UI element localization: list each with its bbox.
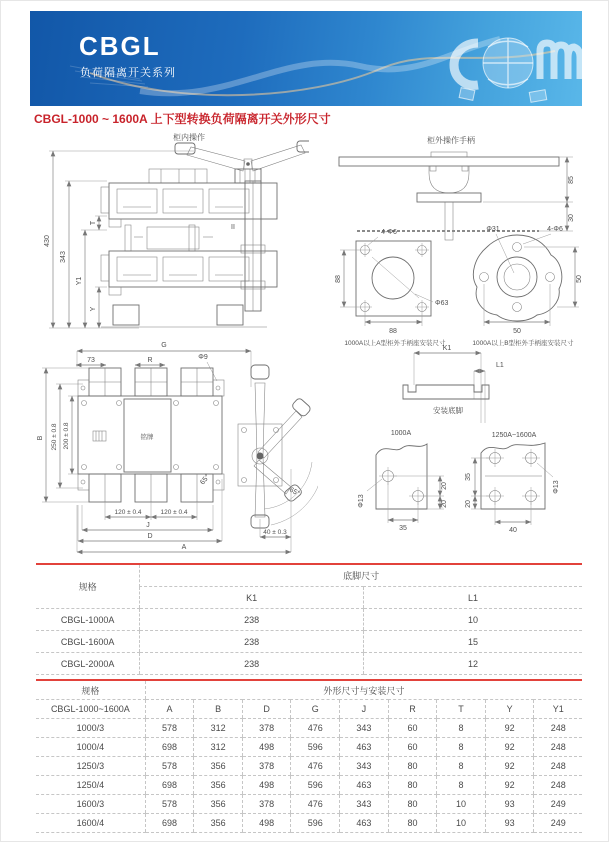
- t1-cell: 238: [140, 653, 364, 675]
- t1-group-header: 底脚尺寸: [140, 564, 582, 587]
- t1-cell: 12: [364, 653, 582, 675]
- t2-cell: 356: [194, 814, 243, 833]
- dotcom-graphic: [454, 38, 580, 102]
- plate-b-dim-w: 50: [513, 328, 521, 335]
- t2-cell: 248: [534, 738, 582, 757]
- foot-caption: 安装底脚: [433, 406, 463, 415]
- t2-cell: 249: [534, 795, 582, 814]
- dim-35-left: 35: [465, 473, 472, 481]
- dim-343: 343: [60, 251, 67, 263]
- t2-cell: 92: [485, 776, 534, 795]
- t1-cell: 15: [364, 631, 582, 653]
- t2-cell: 378: [242, 795, 291, 814]
- t2-cell: 463: [340, 814, 389, 833]
- dim-b: B: [37, 435, 44, 441]
- t2-cell: 356: [194, 795, 243, 814]
- dim-r: R: [147, 357, 153, 364]
- t2-cell: 1250/4: [36, 776, 145, 795]
- handle-side-view: [339, 152, 575, 240]
- t2-col: B: [194, 700, 243, 719]
- foot-plate-1000: [358, 430, 448, 532]
- dim-t: T: [90, 220, 97, 226]
- dim-y: Y: [90, 306, 97, 312]
- t2-cell: 498: [242, 776, 291, 795]
- t1-cell: CBGL-2000A: [36, 653, 140, 675]
- t2-cell: 476: [291, 757, 340, 776]
- t2-cell: 596: [291, 776, 340, 795]
- mount-plate-a: [335, 229, 448, 335]
- dim-30: 30: [568, 214, 575, 222]
- brand-title: CBGL: [79, 31, 161, 61]
- t2-cell: 343: [340, 719, 389, 738]
- side-view-body: [101, 169, 277, 327]
- dim-d: D: [147, 533, 153, 540]
- foot-dimension-table-wrap: [36, 563, 582, 675]
- t2-cell: 476: [291, 719, 340, 738]
- dim-85: 85: [568, 176, 575, 184]
- t2-cell: 248: [534, 757, 582, 776]
- series-subtitle: 负荷隔离开关系列: [80, 67, 176, 79]
- t2-cell: 8: [437, 776, 486, 795]
- dim-73: 73: [87, 357, 95, 364]
- t2-cell: 60: [388, 738, 437, 757]
- t2-cell: 578: [145, 757, 194, 776]
- t1-col-l1: L1: [364, 587, 582, 609]
- t2-cell: 596: [291, 814, 340, 833]
- t2-cell: 1000/3: [36, 719, 145, 738]
- dim-phi13-right: Φ13: [553, 480, 560, 494]
- dim-430: 430: [44, 235, 51, 247]
- foot-bracket: [403, 345, 504, 423]
- dim-40: 40 ± 0.3: [263, 529, 287, 536]
- t2-spec-header: 规格: [36, 680, 145, 700]
- plate-a-holes: 4-Φ6: [381, 229, 397, 236]
- table-row: [36, 609, 582, 631]
- t2-spec-sub: CBGL-1000~1600A: [36, 700, 145, 719]
- plate-a-dim-h: 88: [335, 275, 342, 283]
- t2-cell: 248: [534, 776, 582, 795]
- t2-cell: 1600/3: [36, 795, 145, 814]
- t2-cell: 698: [145, 776, 194, 795]
- table-row: [36, 814, 582, 833]
- plate-a-caption: 1000A以上A型柜外手柄座安装尺寸: [344, 340, 446, 347]
- t1-col-k1: K1: [140, 587, 364, 609]
- t2-cell: 248: [534, 719, 582, 738]
- t2-cell: 80: [388, 814, 437, 833]
- t2-col: T: [437, 700, 486, 719]
- table-row: [36, 795, 582, 814]
- t1-cell: CBGL-1600A: [36, 631, 140, 653]
- section-title: CBGL-1000 ~ 1600A 上下型转换负荷隔离开关外形尺寸: [34, 112, 331, 126]
- foot-plate-1250: [465, 432, 560, 534]
- t2-cell: 93: [485, 795, 534, 814]
- table-row: [36, 776, 582, 795]
- t2-cell: 60: [388, 719, 437, 738]
- plate-a-dim-w: 88: [389, 328, 397, 335]
- label-1250a: 1250A~1600A: [491, 432, 537, 439]
- t1-spec-header: 规格: [36, 564, 140, 609]
- t1-cell: CBGL-1000A: [36, 609, 140, 631]
- t2-cell: 356: [194, 776, 243, 795]
- angle-65-a: 65°: [199, 473, 212, 487]
- t1-cell: 10: [364, 609, 582, 631]
- table-row: [36, 631, 582, 653]
- table-row: [36, 653, 582, 675]
- side-view-caption: 柜内操作: [173, 133, 205, 142]
- outline-dimension-table-wrap: [36, 679, 582, 833]
- t2-cell: 8: [437, 719, 486, 738]
- t2-cell: 698: [145, 814, 194, 833]
- t2-cell: 312: [194, 719, 243, 738]
- dim-20-left: 20: [465, 500, 472, 508]
- dim-g: G: [161, 342, 167, 349]
- t2-cell: 378: [242, 757, 291, 776]
- side-view-dimensions: [44, 151, 194, 328]
- t2-cell: 249: [534, 814, 582, 833]
- dim-j: J: [146, 522, 150, 529]
- dim-120-b: 120 ± 0.4: [160, 509, 188, 516]
- t2-col: Y: [485, 700, 534, 719]
- t2-cell: 93: [485, 814, 534, 833]
- t1-cell: 238: [140, 631, 364, 653]
- t2-cell: 1600/4: [36, 814, 145, 833]
- plate-b-caption: 1000A以上B型柜外手柄座安装尺寸: [472, 340, 574, 347]
- t2-cell: 92: [485, 738, 534, 757]
- t2-cell: 80: [388, 795, 437, 814]
- t1-cell: 238: [140, 609, 364, 631]
- top-view-drawing: [33, 339, 318, 559]
- t2-cell: 10: [437, 814, 486, 833]
- t2-cell: 596: [291, 738, 340, 757]
- dim-phi13-left: Φ13: [358, 494, 365, 508]
- angle-65-b: 65°: [288, 486, 301, 498]
- t2-cell: 463: [340, 776, 389, 795]
- t2-cell: 578: [145, 795, 194, 814]
- t2-cell: 10: [437, 795, 486, 814]
- side-view-drawing: [39, 131, 309, 336]
- t2-cell: 312: [194, 738, 243, 757]
- handle-caption: 柜外操作手柄: [427, 136, 475, 145]
- header-banner: [30, 11, 582, 106]
- t2-cell: 578: [145, 719, 194, 738]
- t2-col: D: [242, 700, 291, 719]
- t2-cell: 378: [242, 719, 291, 738]
- plate-b-dia: Φ31: [486, 226, 500, 233]
- swirl-white: [140, 39, 500, 93]
- t2-col: A: [145, 700, 194, 719]
- t2-cell: 698: [145, 738, 194, 757]
- table-row: [36, 757, 582, 776]
- t2-col: R: [388, 700, 437, 719]
- dim-35-bottom: 35: [399, 525, 407, 532]
- dim-200: 200 ± 0.8: [63, 422, 70, 450]
- dim-a: A: [181, 544, 187, 551]
- dim-phi9: Φ9: [198, 354, 208, 361]
- top-view-dims-bottom: [77, 469, 291, 552]
- dim-k1: K1: [442, 345, 452, 352]
- t2-cell: 8: [437, 757, 486, 776]
- dim-250: 250 ± 0.8: [51, 423, 58, 451]
- dim-20-b: 20: [441, 500, 448, 508]
- t2-cell: 1000/4: [36, 738, 145, 757]
- nameplate-label: 铭牌: [140, 434, 154, 441]
- external-handle-drawing: [331, 133, 591, 348]
- outline-dimension-table: [36, 679, 582, 833]
- t2-col: Y1: [534, 700, 582, 719]
- top-view-dims-top: [76, 342, 251, 387]
- plate-a-dia: Φ63: [435, 300, 449, 307]
- t2-col: J: [340, 700, 389, 719]
- t2-cell: 92: [485, 757, 534, 776]
- table-row: [36, 738, 582, 757]
- t2-group-header: 外形尺寸与安装尺寸: [145, 680, 582, 700]
- mark-ii: II: [231, 224, 235, 231]
- mount-plate-b: [473, 226, 583, 335]
- dim-20-a: 20: [441, 482, 448, 490]
- t2-cell: 498: [242, 814, 291, 833]
- t2-cell: 476: [291, 795, 340, 814]
- plate-b-holes: 4-Φ6: [547, 226, 563, 233]
- t2-cell: 92: [485, 719, 534, 738]
- t2-cell: 1250/3: [36, 757, 145, 776]
- dim-40-bottom: 40: [509, 527, 517, 534]
- dim-l1: L1: [496, 362, 504, 369]
- t2-cell: 80: [388, 776, 437, 795]
- t2-cell: 343: [340, 795, 389, 814]
- t2-col: G: [291, 700, 340, 719]
- t2-cell: 8: [437, 738, 486, 757]
- t2-cell: 498: [242, 738, 291, 757]
- t2-cell: 343: [340, 757, 389, 776]
- table-row: [36, 719, 582, 738]
- dim-120-a: 120 ± 0.4: [114, 509, 142, 516]
- label-1000a: 1000A: [390, 430, 412, 437]
- dim-y1: Y1: [76, 276, 83, 286]
- t2-cell: 356: [194, 757, 243, 776]
- foot-dimension-table: [36, 563, 582, 675]
- plate-b-dim-h: 50: [576, 275, 583, 283]
- mounting-foot-drawing: [346, 339, 586, 559]
- t2-cell: 80: [388, 757, 437, 776]
- t2-cell: 463: [340, 738, 389, 757]
